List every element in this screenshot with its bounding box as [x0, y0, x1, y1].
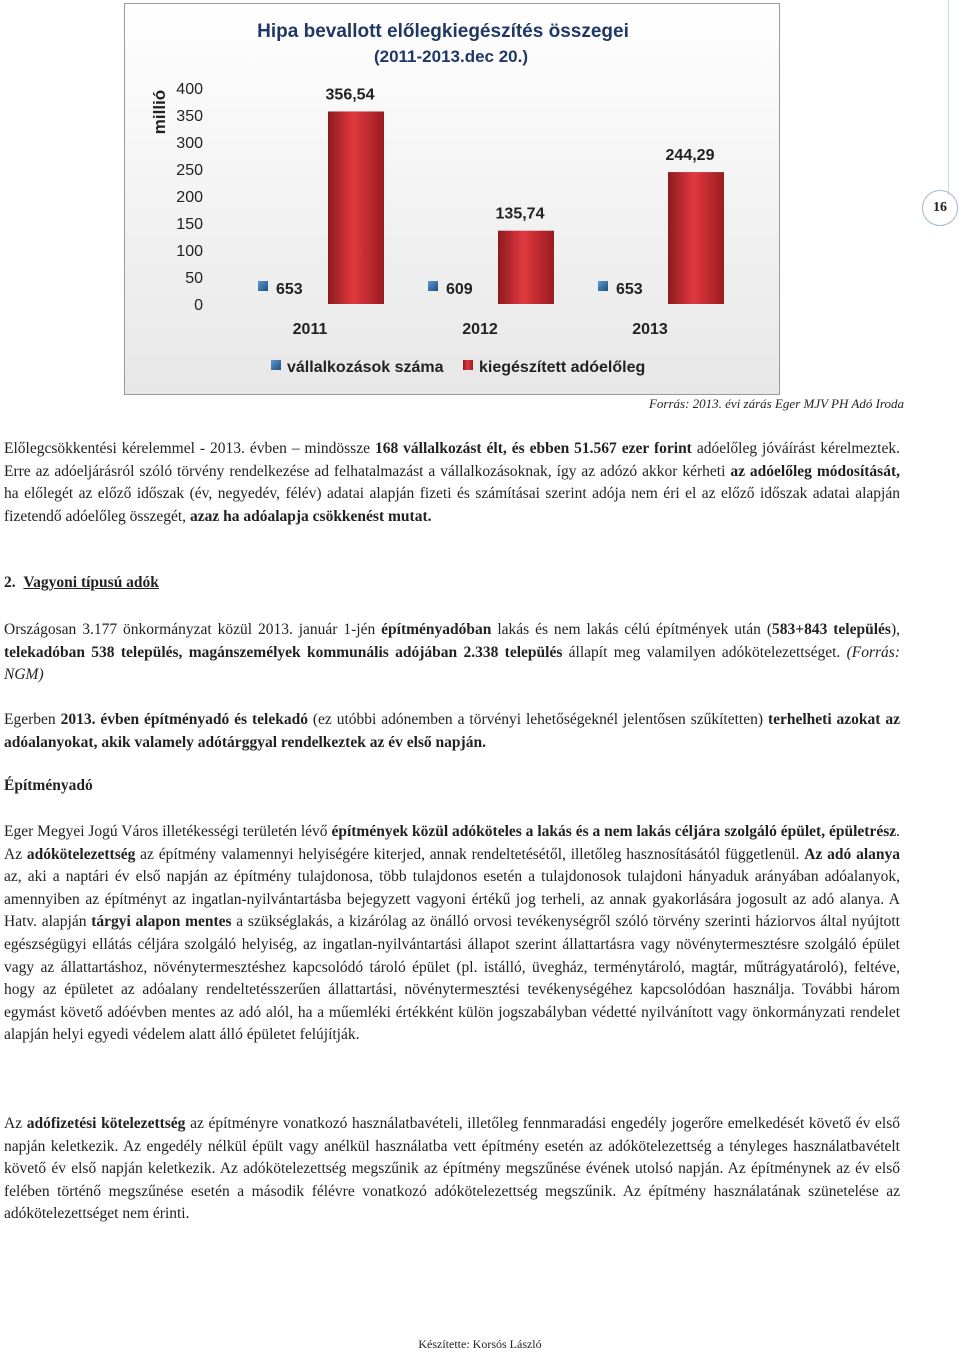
paragraph-building-tax: Eger Megyei Jogú Város illetékességi területén lévő építmények közül adóköteles a lakás és a nem lakás céljára szolgáló épület, épületrész. Az adókötelezettség az építmény valamennyi helyiségére kiterjed, annak rendeltetésétől, illetőleg hasznosításától függetlenül. Az adó alanya az, aki a naptári év első napján az építmény tulajdonosa, több tulajdonos esetén a tulajdonosok tulajdoni hányaduk arányában adóalanyok, amennyiben az építményt az ingatlan-nyilvántartásba bejegyzett vagyoni értékű jog terheli, az annak gyakorlására jogosult az adó alanya. A Hatv. alapján tárgyi alapon mentes a szükséglakás, a kizárólag az önálló orvosi tevékenységről szóló törvény szerinti háziorvos által nyújtott egészségügyi ellátás céljára szolgáló helyiség, az ingatlan-nyilvántartási állapot szerint állattartásra vagy növénytermesztésre szolgáló épület vagy az állattartáshoz, növénytermesztéshez kapcsolódó tároló épület (pl. istálló, üvegház, terménytároló, magtár, műtrágyatároló), feltéve, hogy az épületet az adóalany rendeltetésszerűen állattartási, növénytermesztési tevékenységéhez kapcsolódóan használja. További három egymást követő adóévben mentes az adó alól, ha a műemléki értékként külön jogszabályban védetté nyilvánított vagy önkormányzati rendelet alapján helyi egyedi védelem alatt álló épületet felújítják.: [4, 823, 901, 1044]
count-label-2013: 653: [616, 281, 643, 298]
paragraph-national-stats: Országosan 3.177 önkormányzat közül 2013. január 1-jén építményadóban lakás és nem lakás célú építmények után (583+843 település), telekadóban 538 település, magánszemélyek kommunális adójában 2.338 település állapít meg valamilyen adókötelezettséget. (Forrás: NGM): [4, 621, 900, 684]
marker-count-2012: [428, 281, 438, 291]
x-tick-label-2011: 2011: [292, 321, 328, 338]
chart-title: Hipa bevallott előlegkiegészítés összegei: [257, 21, 629, 42]
y-axis-label: millió: [150, 89, 169, 135]
bar-amount-2011: [328, 111, 384, 304]
legend-label-count: vállalkozások száma: [287, 359, 444, 376]
count-label-2011: 653: [276, 281, 303, 298]
chart-source-note: Forrás: 2013. évi zárás Eger MJV PH Adó Iroda: [648, 396, 904, 411]
legend-swatch-amount: [463, 360, 473, 370]
y-tick-label-0: 0: [194, 297, 203, 314]
chart-svg: [125, 4, 779, 394]
marker-count-2011: [258, 281, 268, 291]
bar-amount-2012: [498, 231, 554, 304]
y-tick-label-3: 150: [176, 216, 203, 233]
legend-swatch-count: [271, 360, 281, 370]
count-label-2012: 609: [446, 281, 473, 298]
y-axis-ticks: [176, 81, 203, 314]
y-tick-label-2: 100: [176, 243, 203, 260]
y-tick-label-4: 200: [176, 189, 203, 206]
x-axis-ticks: [293, 321, 668, 338]
x-tick-label-2013: 2013: [632, 321, 668, 338]
bars-group: [258, 86, 724, 304]
amount-label-2011: 356,54: [325, 86, 375, 104]
bar-amount-2013: [668, 172, 724, 304]
page-number-line: [948, 0, 949, 195]
amount-label-2013: 244,29: [665, 147, 715, 165]
legend-label-amount: kiegészített adóelőleg: [479, 359, 646, 376]
y-tick-label-6: 300: [176, 135, 203, 152]
paragraph-advance-reduction: Előlegcsökkentési kérelemmel - 2013. évben – mindössze 168 vállalkozást élt, és ebben 51.567 ezer forint adóelőleg jóváírást kérelmeztek. Erre az adóeljárásról szóló törvény rendelkezése ad felhatalmazást a vállalkozásoknak, így az adózó akkor kérheti az adóelőleg módosítását, ha előlegét az előző időszak (év, negyedév, félév) adatai alapján fizeti és számításai szerint adója nem éri el az előző időszak adatai alapján fizetendő adóelőleg összegét, azaz ha adóalapja csökkenést mutat.: [4, 440, 900, 525]
page-number: 16: [922, 190, 958, 226]
chart-legend: [271, 359, 645, 376]
y-tick-label-8: 400: [176, 81, 203, 98]
paragraph-eger: Egerben 2013. évben építményadó és telekadó (ez utóbbi adónemben a törvényi lehetőségeknél jelentősen szűkítetten) terhelheti azokat az adóalanyokat, akik valamely adótárggyal rendelkeztek az év első napján.: [4, 711, 900, 751]
chart-subtitle: (2011-2013.dec 20.): [373, 47, 529, 66]
subheading-building-tax: Építményadó: [4, 777, 93, 794]
marker-count-2013: [598, 281, 608, 291]
y-tick-label-1: 50: [185, 270, 203, 287]
page-footer: Készítette: Korsós László: [418, 1337, 542, 1351]
paragraph-tax-obligation: Az adófizetési kötelezettség az építményre vonatkozó használatbavételi, illetőleg fennmaradási engedély jogerőre emelkedését követő év első napján keletkezik. Az engedély nélkül épült vagy anélkül használatba vett építmény esetén az adókötelezettség a tényleges használatbavételt követő év első napján keletkezik. Az adókötelezettség megszűnik az építmény megszűnése évének utolsó napján. Az építménynek az év első felében történő megszűnése esetén a második félévre vonatkozó adókötelezettség megszűnik. Az építmény használatának szünetelése az adókötelezettséget nem érinti.: [4, 1115, 900, 1223]
section-heading-property-taxes: 2. Vagyoni típusú adók: [4, 574, 159, 591]
x-tick-label-2012: 2012: [462, 321, 498, 338]
amount-label-2012: 135,74: [495, 205, 545, 223]
bar-chart: [124, 3, 780, 395]
y-tick-label-7: 350: [176, 108, 203, 125]
y-tick-label-5: 250: [176, 162, 203, 179]
